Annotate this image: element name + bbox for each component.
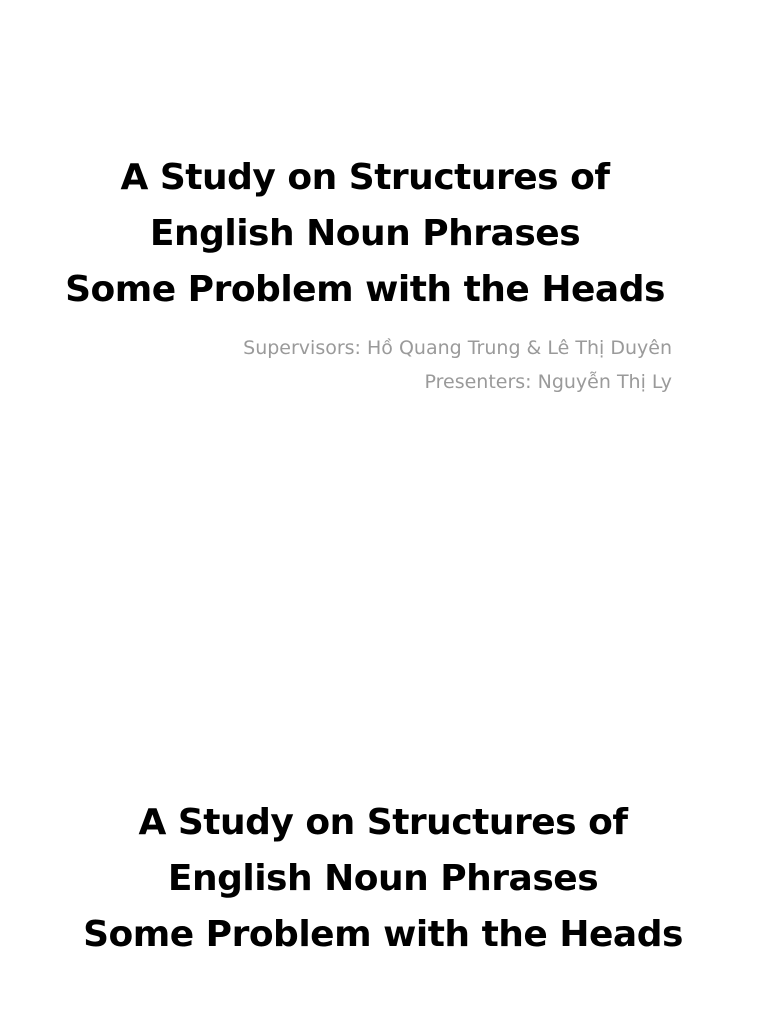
slide-2-title-line-2: English Noun Phrases bbox=[167, 858, 599, 899]
slide-1-title-line-2: English Noun Phrases bbox=[149, 213, 581, 254]
slide-1-title-line-1: A Study on Structures of bbox=[120, 157, 610, 198]
presenters-line: Presenters: Nguyễn Thị Ly bbox=[424, 371, 672, 393]
slide-2-title-line-3: Some Problem with the Heads bbox=[83, 914, 683, 955]
slide-1-title bbox=[0, 150, 730, 318]
slide-1-title-line-3: Some Problem with the Heads bbox=[65, 269, 665, 310]
slide-2-title-line-1: A Study on Structures of bbox=[138, 802, 628, 843]
supervisors-line: Supervisors: Hồ Quang Trung & Lê Thị Duyên bbox=[243, 337, 672, 359]
slide-2-title bbox=[18, 795, 748, 963]
